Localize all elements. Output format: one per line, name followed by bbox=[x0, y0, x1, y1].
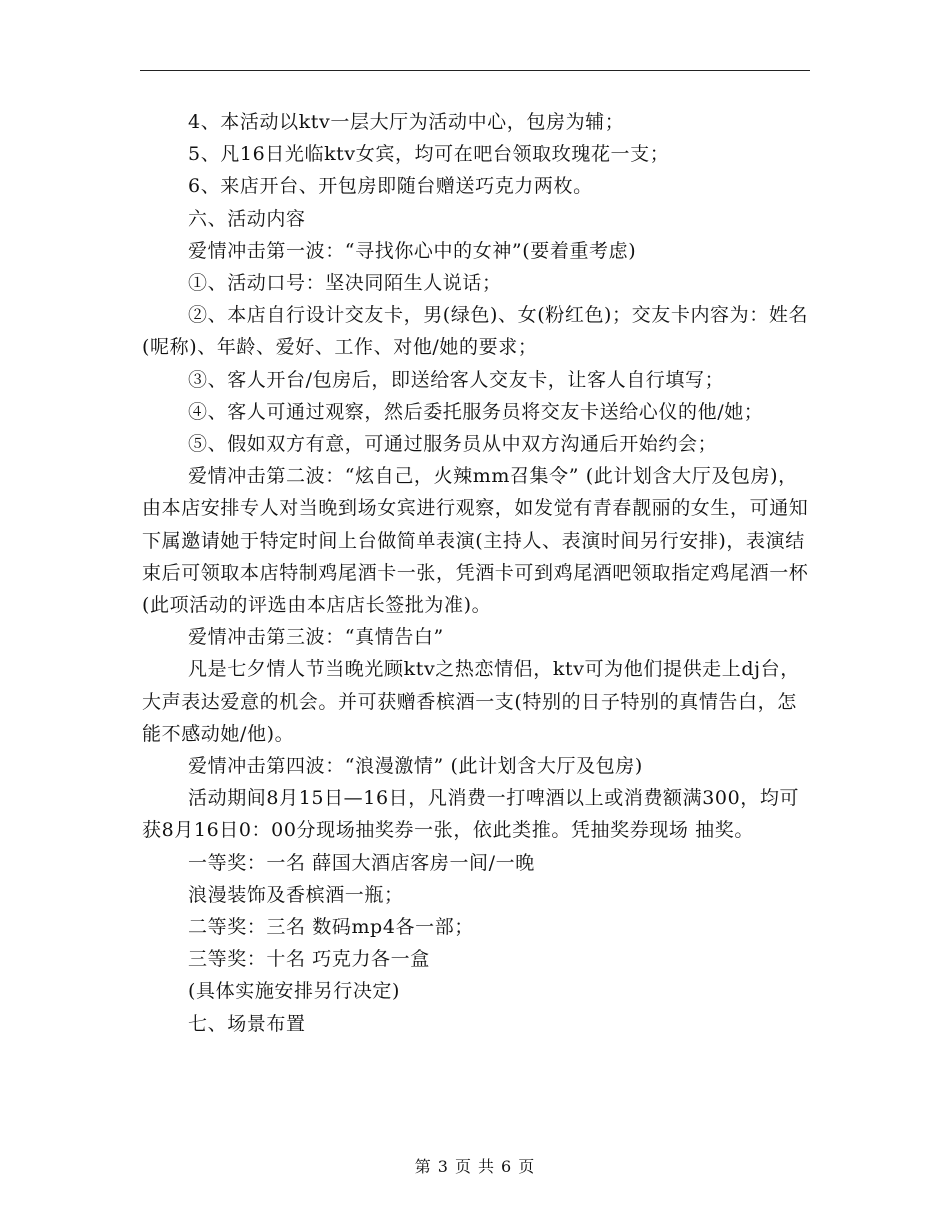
footer-total-pages: 6 bbox=[501, 1157, 513, 1176]
footer-total-word: 共 bbox=[478, 1157, 496, 1176]
page-footer bbox=[0, 1154, 950, 1177]
document-body bbox=[142, 106, 810, 1040]
footer-page-word: 页 bbox=[454, 1157, 472, 1176]
paragraph: 活动期间8月15日—16日，凡消费一打啤酒以上或消费额满300，均可获8月16日0：00分现场抽奖券一张，依此类推。凭抽奖券现场 抽奖。 bbox=[142, 787, 800, 842]
paragraph: 6、来店开台、开包房即随台赠送巧克力两枚。 bbox=[188, 175, 593, 198]
prize-item: 二等奖：三名 数码mp4各一部； bbox=[188, 916, 474, 939]
subsection-heading: 爱情冲击第四波：“浪漫激情” (此计划含大厅及包房) bbox=[188, 755, 643, 778]
section-heading: 七、场景布置 bbox=[188, 1012, 306, 1035]
list-item: ②、本店自行设计交友卡，男(绿色)、女(粉红色)；交友卡内容为：姓名(呢称)、年龄、爱好、工作、对他/她的要求； bbox=[142, 304, 809, 359]
footer-prefix: 第 bbox=[414, 1157, 432, 1176]
prize-item: 三等奖：十名 巧克力各一盒 bbox=[188, 948, 430, 971]
paragraph: 凡是七夕情人节当晚光顾ktv之热恋情侣，ktv可为他们提供走上dj台，大声表达爱意的机会。并可获赠香槟酒一支(特别的日子特别的真情告白，怎能不感动她/他)。 bbox=[142, 658, 800, 745]
prize-item: 一等奖：一名 薛国大酒店客房一间/一晚 bbox=[188, 851, 535, 874]
paragraph: 5、凡16日光临ktv女宾，均可在吧台领取玫瑰花一支； bbox=[188, 143, 670, 166]
list-item: ⑤、假如双方有意，可通过服务员从中双方沟通后开始约会； bbox=[188, 433, 718, 456]
paragraph: (具体实施安排另行决定) bbox=[188, 980, 401, 1003]
list-item: ③、客人开台/包房后，即送给客人交友卡，让客人自行填写； bbox=[188, 368, 725, 391]
footer-current-page: 3 bbox=[437, 1157, 449, 1176]
paragraph: 4、本活动以ktv一层大厅为活动中心，包房为辅； bbox=[188, 111, 625, 133]
subsection-heading: 爱情冲击第三波：“真情告白” bbox=[188, 626, 444, 649]
paragraph: 爱情冲击第二波：“炫自己，火辣mm召集令” (此计划含大厅及包房)，由本店安排专人对当晚到场女宾进行观察，如发觉有青春靓丽的女生，可通知下属邀请她于特定时间上台做简单表演(主持人、表演时间另行安排)，表演结束后可领取本店特制鸡尾酒卡一张，凭酒卡可到鸡尾酒吧领取指定鸡尾酒一杯(此项活动的评选由本店店长签批为准)。 bbox=[142, 465, 809, 617]
section-heading: 六、活动内容 bbox=[188, 207, 306, 230]
prize-item: 浪漫装饰及香槟酒一瓶； bbox=[188, 883, 404, 906]
header-rule bbox=[140, 70, 810, 71]
footer-suffix: 页 bbox=[518, 1157, 536, 1176]
subsection-heading: 爱情冲击第一波：“寻找你心中的女神”(要着重考虑) bbox=[188, 239, 637, 262]
list-item: ①、活动口号：坚决同陌生人说话； bbox=[188, 272, 502, 295]
list-item: ④、客人可通过观察，然后委托服务员将交友卡送给心仪的他/她； bbox=[188, 400, 764, 423]
